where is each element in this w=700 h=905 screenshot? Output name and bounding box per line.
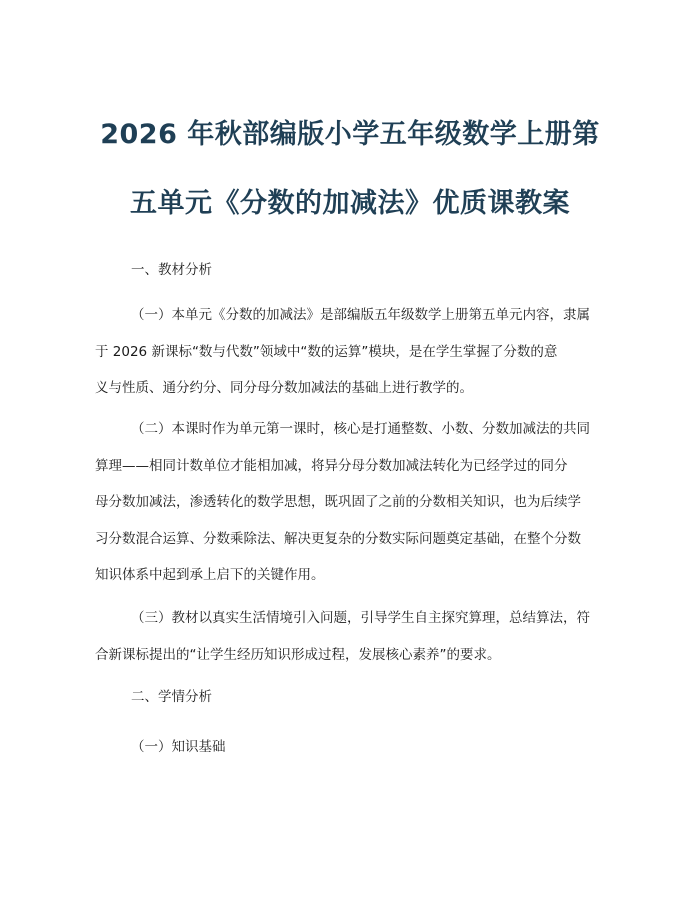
paragraph-3 bbox=[95, 600, 607, 673]
paragraph-1-line-1: （一）本单元《分数的加减法》是部编版五年级数学上册第五单元内容，隶属 bbox=[131, 307, 590, 323]
paragraph-2-line-4: 习分数混合运算、分数乘除法、解决更复杂的分数实际问题奠定基础，在整个分数 bbox=[95, 530, 581, 547]
paragraph-1-line-3: 义与性质、通分约分、同分母分数加减法的基础上进行教学的。 bbox=[95, 380, 473, 396]
paragraph-2-line-1: （二）本课时作为单元第一课时，核心是打通整数、小数、分数加减法的共同 bbox=[131, 421, 590, 437]
document-title-line-2: 五单元《分数的加减法》优质课教案 bbox=[130, 188, 570, 219]
subsection-heading-knowledge-base: （一）知识基础 bbox=[131, 739, 226, 755]
paragraph-3-line-1: （三）教材以真实生活情境引入问题，引导学生自主探究算理，总结算法，符 bbox=[131, 610, 590, 626]
section-heading-textbook-analysis: 一、教材分析 bbox=[131, 262, 212, 278]
paragraph-2 bbox=[95, 411, 607, 594]
paragraph-2-line-5: 知识体系中起到承上启下的关键作用。 bbox=[95, 567, 325, 583]
paragraph-2-line-3: 母分数加减法，渗透转化的数学思想，既巩固了之前的分数相关知识，也为后续学 bbox=[95, 494, 581, 510]
paragraph-1 bbox=[95, 297, 607, 407]
document-title-line-1: 2026 年秋部编版小学五年级数学上册第 bbox=[100, 119, 600, 150]
section-heading-student-analysis: 二、学情分析 bbox=[131, 689, 212, 705]
paragraph-1-line-2: 于 2026 新课标“数与代数”领域中“数的运算”模块，是在学生掌握了分数的意 bbox=[95, 343, 558, 360]
paragraph-2-line-2: 算理——相同计数单位才能相加减，将异分母分数加减法转化为已经学过的同分 bbox=[95, 457, 568, 474]
paragraph-3-line-2: 合新课标提出的“让学生经历知识形成过程，发展核心素养”的要求。 bbox=[95, 646, 501, 663]
